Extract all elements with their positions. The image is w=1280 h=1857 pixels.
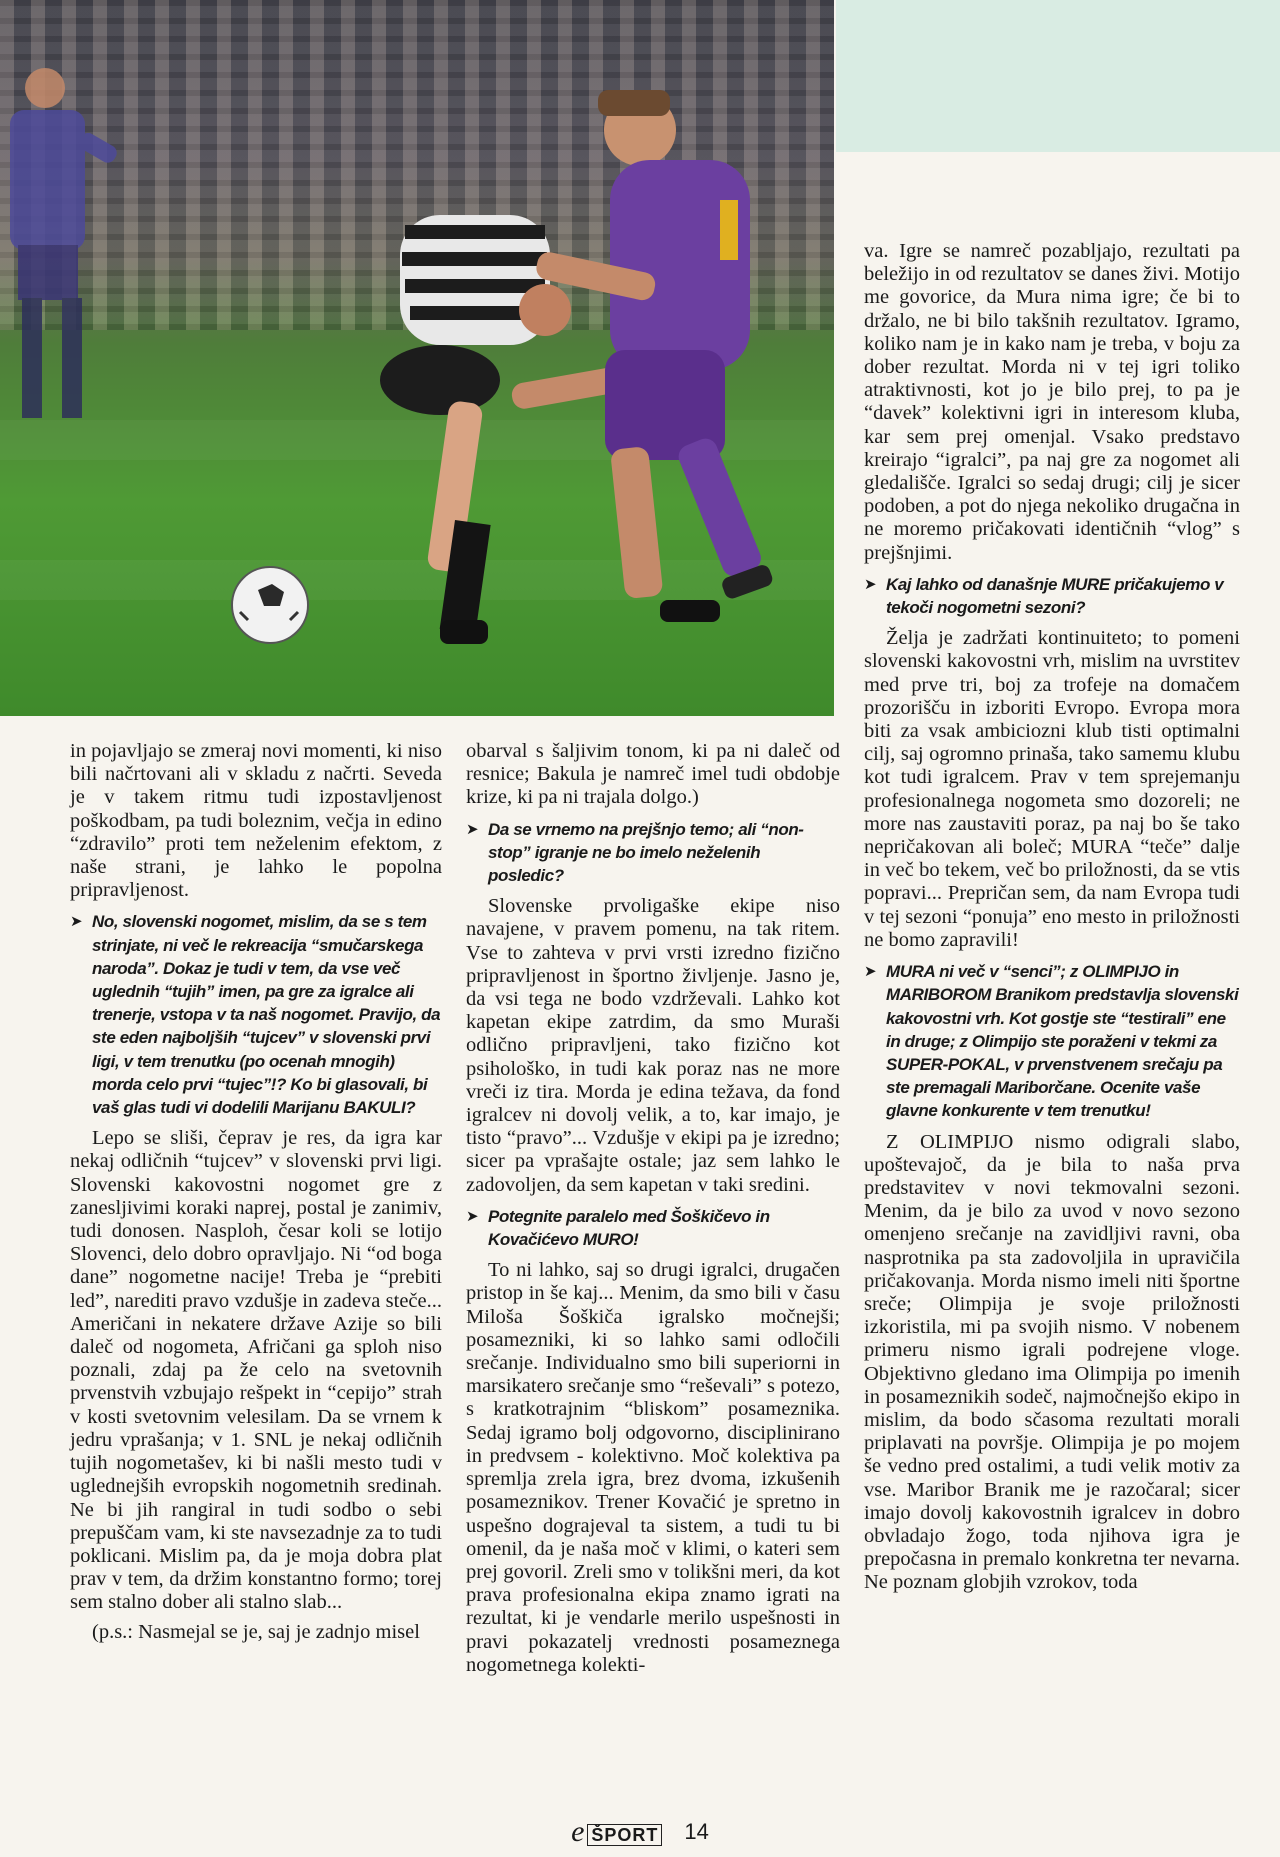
logo-e: e	[571, 1815, 586, 1848]
paragraph: (p.s.: Nasmejal se je, saj je zadnjo misel	[92, 1620, 420, 1643]
magazine-logo	[571, 1815, 662, 1849]
paragraph: To ni lahko, saj so drugi igralci, drugačen pristop in še kaj... Menim, da smo bili v času Miloša Šoškiča igralsko močnejši; posamezniki, ki so lahko sami odločili srečanje. Individualno smo bili superiorni in marsikatero srečanje smo “reševali” s potezo, s kratkotrajnim “bliskom” posameznika. Sedaj igramo bolj odgovorno, disciplinirano in predvsem - kolektivno. Moč kolektiva pa spremlja zrela igra, brez dvoma, izkušenih posameznikov. Trener Kovačić je spretno in uspešno dograjeval ta sistem, a tudi tu bi omenil, da je naša moč v klimi, o kateri sem prej govoril. Zreli smo v tolikšni meri, da kot prava profesionalna ekipa znamo igrati na rezultat, ki je vendarle merilo uspešnosti in pravi pokazatelj vrednosti posameznega nogometnega kolekti-	[466, 1259, 840, 1676]
paragraph: Z OLIMPIJO nismo odigrali slabo, upoštevajoč, da je bila to naša prva predstavitev v novi tekmovalni sezoni. Menim, da je bilo za uvod v novo sezono omenjeno srečanje na zavidljivi ravni, oba nasprotnika pa sta zadovoljila in upravičila pričakovanja. Morda nismo imeli niti športne sreče; Olimpija je svoje priložnosti izkoristila, mi pa svojih nismo. V nobenem primeru nismo igrali podrejene vloge. Objektivno gledano ima Olimpija po imenih in posameznikih sodeč, najmočnejšo ekipo in mislim, da bodo sčasoma rezultati morali priplavati na površje. Olimpija je po mojem še vedno pred ostalimi, a tudi velik motiv za vse. Maribor Branik me je razočaral; sicer imajo dovolj kakovostnih igralcev in dobro obvladajo žogo, toda njihova igra je prepočasna in premalo konkretna ter nevarna. Ne poznam globjih vzrokov, toda	[864, 1130, 1240, 1594]
paragraph: obarval s šaljivim tonom, ki pa ni daleč od resnice; Bakula je namreč imel tudi obdobje krize, ki pa ni trajala dolgo.)	[466, 740, 840, 809]
logo-sport: ŠPORT	[587, 1824, 662, 1846]
interview-question: ➤ Da se vrnemo na prejšnjo temo; ali “non-stop” igranje ne bo imelo neželenih posledic?	[466, 818, 840, 888]
football-ball	[232, 567, 308, 643]
paragraph: Lepo se sliši, čeprav je res, da igra kar nekaj odličnih “tujcev” v slovenski prvi ligi. Slovenski kakovostni nogomet gre z zanesljivimi koraki naprej, postal je zanimiv, tudi donosen. Nasploh, česar koli se lotijo Slovenci, delo dobro opravljajo. Ni “od boga dane” nogometne nacije! Treba je “prebiti led”, narediti pravo vzdušje in zadeva steče... Američani in nekatere države Azije so bili daleč od nogometa, Afričani ga sploh niso poznali, zdaj pa že celo na svetovnih prvenstvih vzbujajo rešpekt in “cepijo” strah v kosti svetovnim velesilam. Da se vrnem k jedru vprašanja; v 1. SNL je nekaj odličnih tujih nogometašev, ki bi našli mesto tudi v uglednejših evropskih nogometnih sredinah. Ne bi jih rangiral in tudi sodbo o sebi prepuščam vam, ki ste navsezadnje za to tudi poklicani. Mislim pa, da je moja dobra plat prav v tem, da držim konstantno formo; torej sem stalno dober ali stalno slab...	[70, 1127, 442, 1614]
interview-question: ➤ Kaj lahko od današnje MURE pričakujemo v tekoči nogometni sezoni?	[864, 573, 1240, 619]
interview-question: ➤ MURA ni več v “senci”; z OLIMPIJO in MARIBOROM Branikom predstavlja slovenski kakovostni vrh. Kot gostje ste “testirali” ene in druge; z Olimpijo ste poraženi v tekmi za SUPER-POKAL, v prvenstvenem srečaju pa ste premagali Mariborčane. Ocenite vaše glavne konkurente v tem trenutku!	[864, 960, 1240, 1122]
interview-question: ➤ No, slovenski nogomet, mislim, da se s tem strinjate, ni več le rekreacija “smučarskega naroda”. Dokaz je tudi v tem, da vse več uglednih “tujih” imen, pa gre za igralce ali trenerje, vstopa v ta naš nogomet. Pravijo, da ste eden najboljših “tujcev” v slovenski prvi ligi, v tem trenutku (po ocenah mnogih) morda celo prvi “tujec”!? Ko bi glasovali, bi vaš glas tudi vi dodelili Marijanu BAKULI?	[70, 910, 442, 1119]
player-purple	[534, 90, 774, 622]
paragraph: Slovenske prvoligaške ekipe niso navajene, v pravem pomenu, na tak ritem. Vse to zahteva v prvi vrsti izredno fizično pripravljenost in športno življenje. Jasno je, da vsi tega ne bodo vzdrževali. Lahko kot kapetan ekipe zatrdim, da smo Muraši odlično pripravljeni, tako fizično kot psihološko, in tudi kak poraz nas ne more vreči iz tira. Morda je edina težava, da fond igralcev ni dovolj velik, a to, kar imajo, je tisto “pravo”... Vzdušje v ekipi pa je izredno; sicer pa vprašajte ostale; jaz sem lahko le zadovoljen, da sem kapetan v taki sredini.	[466, 895, 840, 1196]
text-column-3	[864, 240, 1240, 1601]
player-left	[10, 68, 120, 418]
football-photo	[0, 0, 834, 716]
text-column-2	[466, 740, 840, 1683]
players-illustration	[0, 0, 834, 716]
paragraph: Želja je zadržati kontinuiteto; to pomeni slovenski kakovostni vrh, mislim na uvrstitev med prve tri, boj za trofeje na domačem prozorišču in izboriti Evropo. Evropa mora biti za vsak ambiciozni klub tisti optimalni cilj, saj ogromno prinaša, tako samemu klubu kot tudi igralcem. Prav v tem sprejemanju profesionalnega nogometa smo dozoreli; ne more nas zaustaviti poraz, pa naj bo še tako nepričakovan ali boleč; MURA “teče” dalje in več bo tekem, več bo priložnosti, da se vtis popravi... Prepričan sem, da nam Evropa tudi v tej sezoni “ponuja” eno mesto in priložnosti ne bomo zapravili!	[864, 627, 1240, 951]
text-column-1	[70, 740, 442, 1650]
paragraph: va. Igre se namreč pozabljajo, rezultati pa beležijo in od rezultatov se danes živi. Motijo me govorice, da Mura nima igre; če bi to držalo, ne bi bilo takšnih rezultatov. Igramo, koliko nam je in kako nam je treba, v boju za dober rezultat. Morda ni v tej igri toliko atraktivnosti, kot jo je bilo prej, to pa je “davek” kolektivni igri in interesom kluba, kar sem prej omenjal. Vsako predstavo kreirajo “igralci”, pa naj gre za nogomet ali gledališče. Igralci so sedaj drugi; cilj je sicer podoben, a pot do njega nekoliko drugačna in ne moremo pričakovati identičnih “vlog” s prejšnjimi.	[864, 240, 1240, 564]
page-number: 14	[684, 1819, 709, 1844]
interview-question: ➤ Potegnite paralelo med Šoškičevo in Kovačićevo MURO!	[466, 1205, 840, 1251]
accent-panel	[836, 0, 1280, 152]
page-footer	[0, 1815, 1280, 1848]
paragraph: in pojavljajo se zmeraj novi momenti, ki niso bili načrtovani ali v skladu z načrti. Seveda je v takem ritmu tudi izpostavljenost poškodbam, pa tudi boleznim, večja in edino “zdravilo” proti tem neželenim efektom, z naše strani, je lahko le popolna pripravljenost.	[70, 740, 442, 902]
